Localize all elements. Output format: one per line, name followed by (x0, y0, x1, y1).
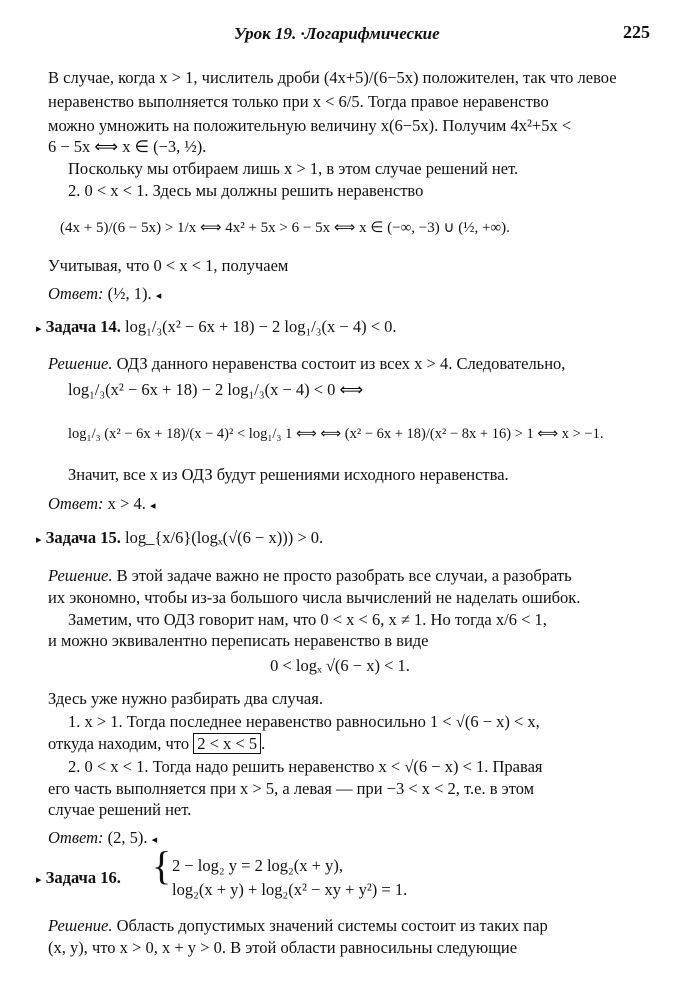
task-marker: ▸ (36, 874, 42, 886)
text-line: Учитывая, что 0 < x < 1, получаем (48, 256, 289, 275)
answer-value: (2, 5). (107, 828, 148, 847)
solution-text: Область допустимых значений системы состоит из таких пар (116, 916, 548, 935)
solution-text: ОДЗ данного неравенства состоит из всех x > 4. Следовательно, (116, 354, 566, 373)
system-brace: { (152, 843, 172, 888)
task-16-heading (36, 868, 121, 890)
text-line: Поскольку мы отбираем лишь x > 1, в этом случае решений нет. (68, 159, 519, 178)
text-line: В случае, когда x > 1, числитель дроби (4x+5)/(6−5x) положителен, так что левое (48, 68, 617, 87)
text-line (48, 734, 265, 754)
text-line: 2. 0 < x < 1. Тогда надо решить неравенство x < √(6 − x) < 1. Правая (68, 757, 543, 776)
solution-text: В этой задаче важно не просто разобрать все случаи, а разобрать (116, 566, 572, 585)
task-statement: log_{x/6}(logₓ(√(6 − x))) > 0. (124, 528, 324, 547)
task-label: Задача 16. (45, 868, 121, 887)
text-span: откуда находим, что (48, 734, 190, 753)
answer-line (48, 828, 157, 850)
end-marker: ◂ (155, 290, 162, 302)
system-equation-2: log₂(x + y) + log₂(x² − xy + y²) = 1. (172, 880, 408, 899)
solution-line (48, 354, 565, 374)
text-line: Заметим, что ОДЗ говорит нам, что 0 < x < 6, x ≠ 1. Но тогда x/6 < 1, (68, 610, 547, 629)
page-header (200, 22, 650, 48)
text-span: . (261, 734, 266, 753)
solution-label: Решение. (48, 916, 113, 935)
task-marker: ▸ (36, 323, 42, 335)
text-line: Здесь уже нужно разбирать два случая. (48, 689, 323, 708)
system-equation-1: 2 − log₂ y = 2 log₂(x + y), (172, 856, 343, 875)
text-line: Значит, все x из ОДЗ будут решениями исходного неравенства. (68, 465, 509, 484)
solution-line (48, 566, 572, 586)
answer-label: Ответ: (48, 284, 104, 303)
equation: 0 < logₓ √(6 − x) < 1. (270, 656, 410, 675)
text-line: случае решений нет. (48, 800, 192, 819)
answer-line (48, 494, 155, 516)
text-line: и можно эквивалентно переписать неравенство в виде (48, 631, 429, 650)
text-line: можно умножить на положительную величину x(6−5x). Получим 4x²+5x < (48, 116, 572, 135)
equation: (4x + 5)/(6 − 5x) > 1/x ⟺ 4x² + 5x > 6 − 5x ⟺ x ∈ (−∞, −3) ∪ (½, +∞). (60, 220, 510, 236)
task-14-heading (36, 317, 397, 339)
answer-label: Ответ: (48, 494, 104, 513)
text-line: неравенство выполняется только при x < 6/5. Тогда правое неравенство (48, 92, 549, 111)
running-title: Урок 19. ·Логарифмические (234, 24, 440, 43)
end-marker: ◂ (149, 500, 156, 512)
answer-value: (½, 1). (107, 284, 152, 303)
equation: log₁/₃ (x² − 6x + 18)/(x − 4)² < log₁/₃ 1 ⟺ ⟺ (x² − 6x + 18)/(x² − 8x + 16) > 1 ⟺ x > −1. (68, 426, 604, 442)
text-line: 2. 0 < x < 1. Здесь мы должны решить неравенство (68, 181, 424, 200)
answer-label: Ответ: (48, 828, 104, 847)
page-number: 225 (623, 22, 650, 42)
end-marker: ◂ (151, 834, 158, 846)
task-15-heading (36, 528, 323, 550)
solution-label: Решение. (48, 354, 113, 373)
solution-line (48, 916, 548, 936)
task-marker: ▸ (36, 534, 42, 546)
boxed-result: 2 < x < 5 (193, 733, 261, 754)
answer-line (48, 284, 161, 306)
task-label: Задача 14. (45, 317, 121, 336)
text-line: 1. x > 1. Тогда последнее неравенство равносильно 1 < √(6 − x) < x, (68, 712, 540, 731)
task-statement: log₁/₃(x² − 6x + 18) − 2 log₁/₃(x − 4) < 0. (124, 317, 397, 336)
equation: log₁/₃(x² − 6x + 18) − 2 log₁/₃(x − 4) < 0 ⟺ (68, 380, 364, 399)
text-line: их экономно, чтобы из-за большого числа вычислений не наделать ошибок. (48, 588, 581, 607)
answer-value: x > 4. (107, 494, 146, 513)
text-line: (x, y), что x > 0, x + y > 0. В этой области равносильны следующие (48, 938, 518, 957)
text-line: его часть выполняется при x > 5, а левая — при −3 < x < 2, т.е. в этом (48, 779, 535, 798)
solution-label: Решение. (48, 566, 113, 585)
text-line: 6 − 5x ⟺ x ∈ (−3, ½). (48, 137, 207, 156)
task-label: Задача 15. (45, 528, 121, 547)
